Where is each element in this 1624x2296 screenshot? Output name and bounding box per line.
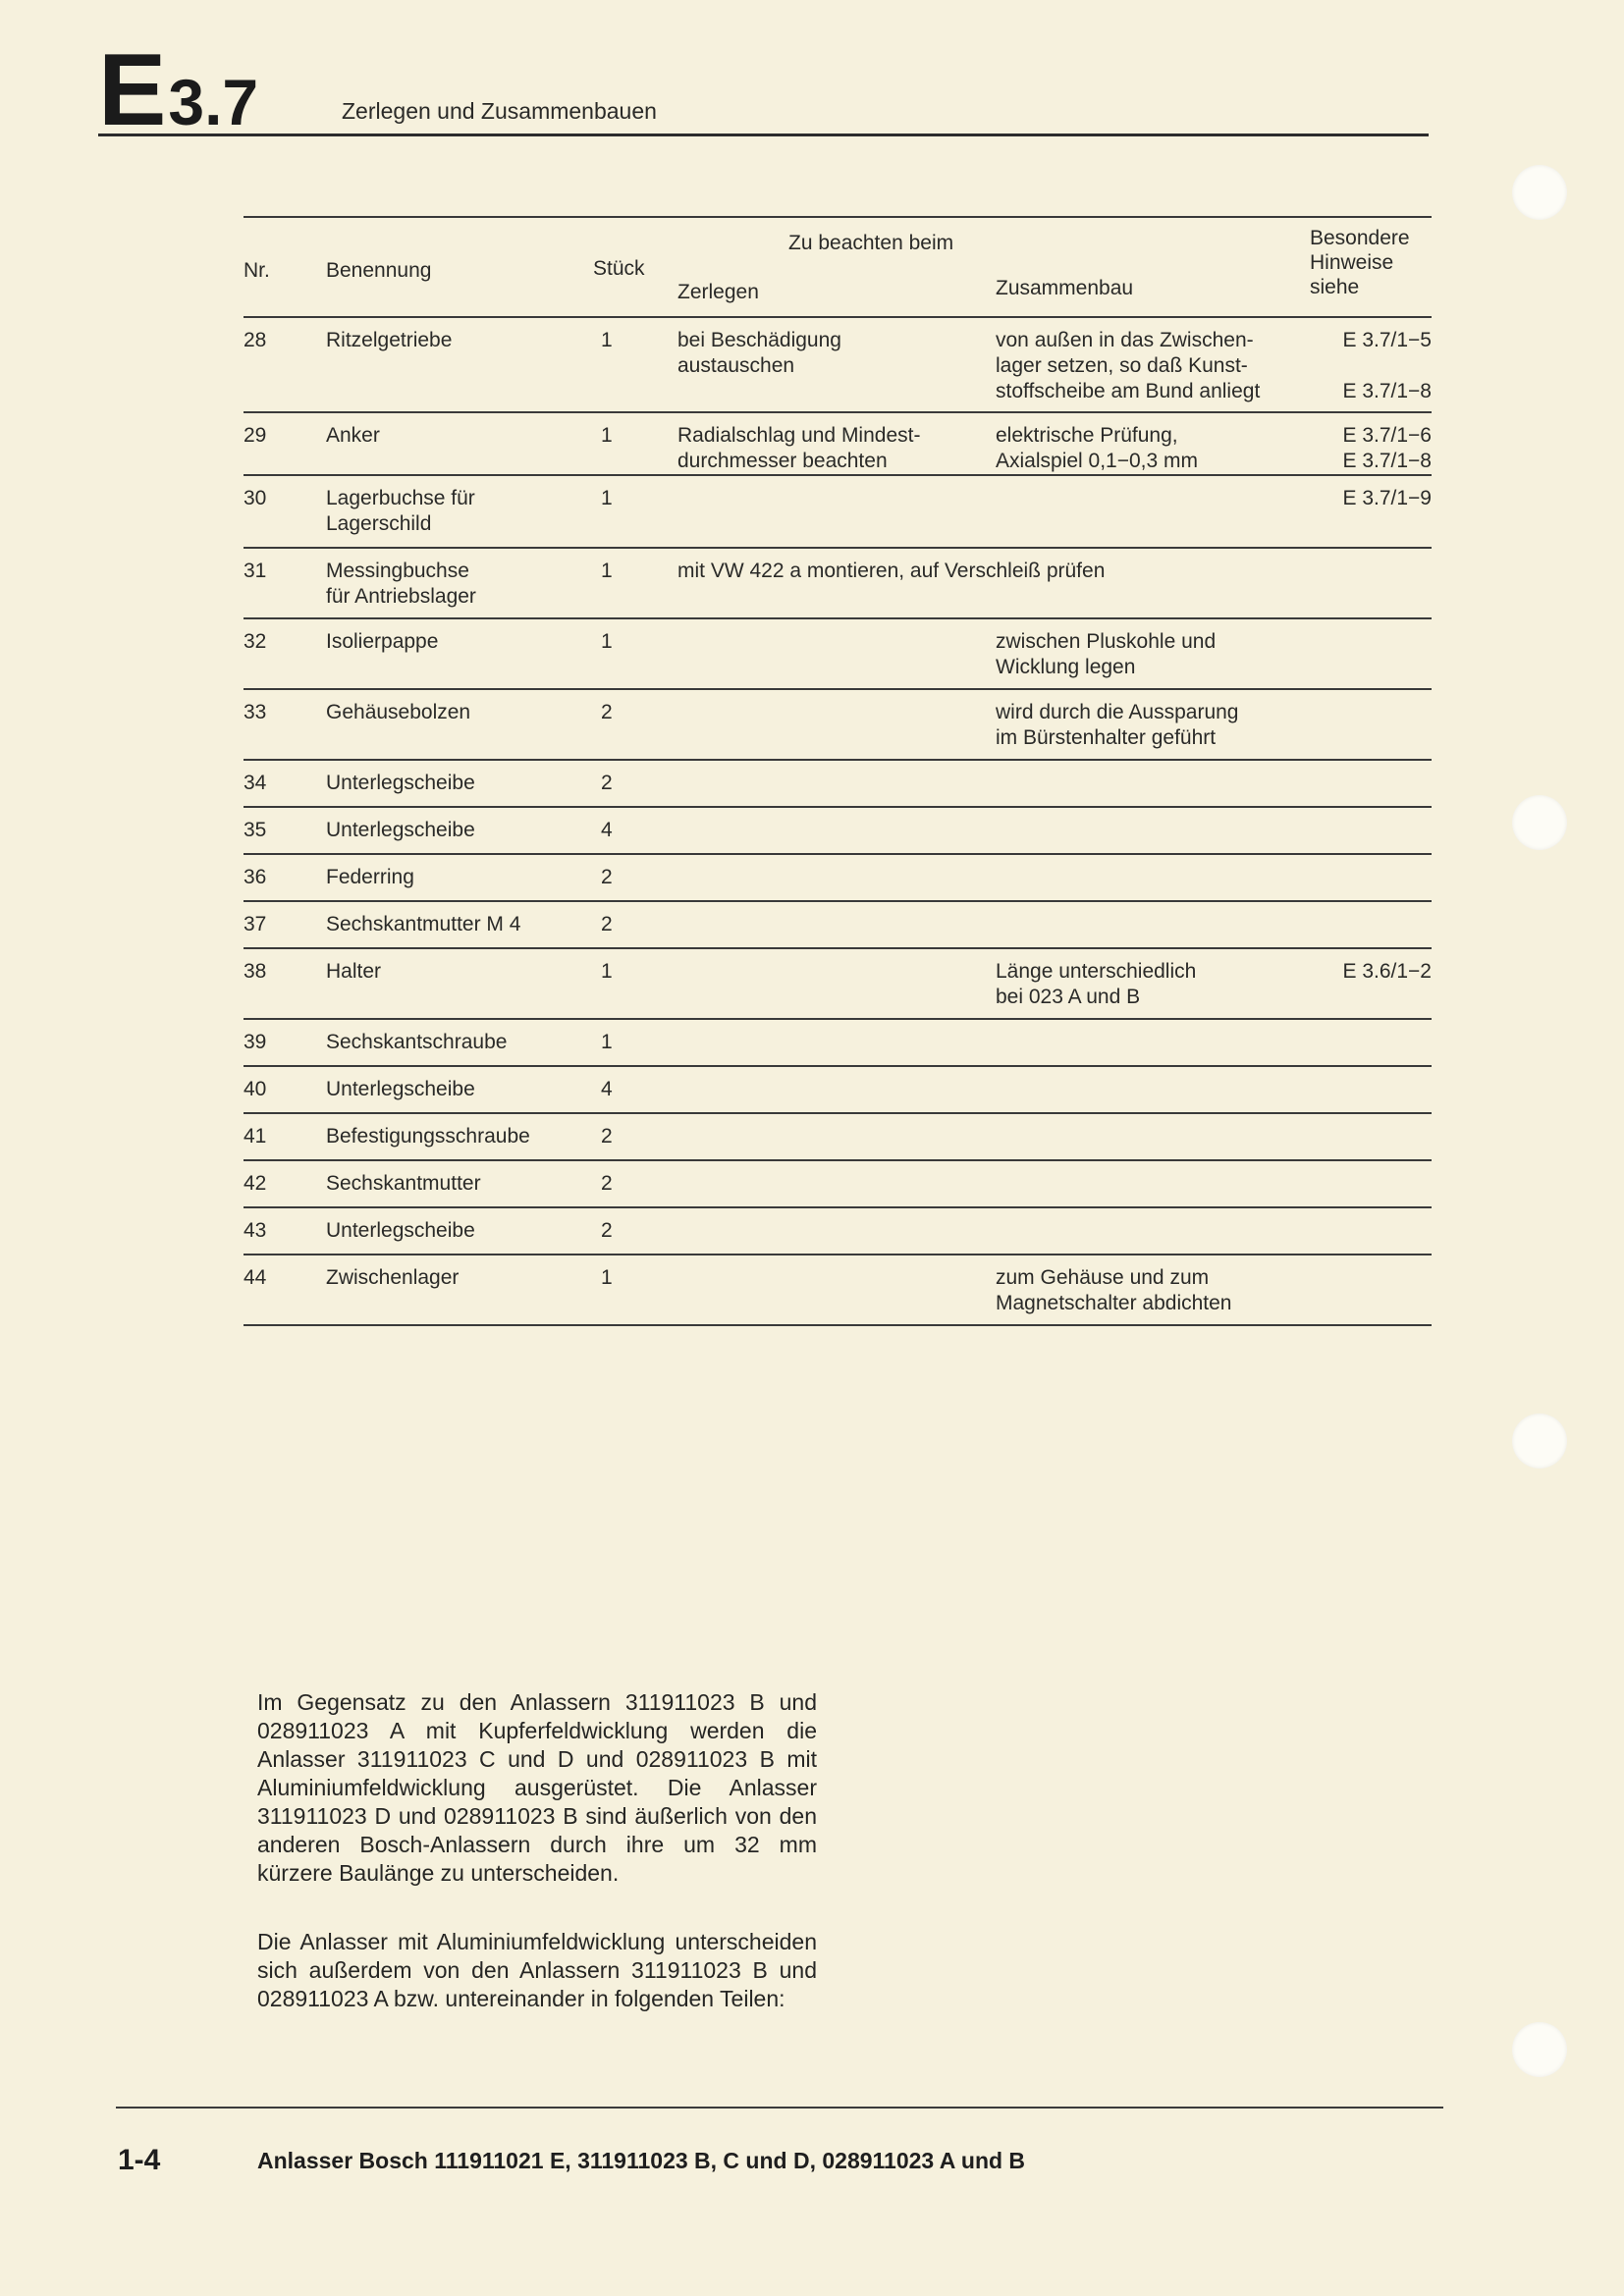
table-row	[244, 1020, 1432, 1067]
cell-benennung: Zwischenlager	[326, 1266, 460, 1289]
cell-hinweise	[1310, 423, 1432, 474]
cell-stueck: 1	[601, 424, 613, 447]
header-nr: Nr.	[244, 259, 270, 282]
table-row	[244, 1114, 1432, 1161]
cell-zusammenbau: Länge unterschiedlich bei 023 A und B	[996, 960, 1197, 1008]
footer-divider	[116, 2107, 1443, 2109]
cell-nr: 38	[244, 960, 267, 983]
table-row	[244, 1161, 1432, 1208]
cell-benennung: Sechskantmutter	[326, 1172, 481, 1195]
cell-stueck: 1	[601, 1031, 613, 1053]
table-row	[244, 1208, 1432, 1255]
cell-nr: 30	[244, 487, 267, 509]
cell-benennung: Federring	[326, 866, 414, 888]
cell-hinweise	[1310, 959, 1432, 985]
cell-benennung: Anker	[326, 424, 380, 447]
cell-zusammenbau: wird durch die Aussparung im Bürstenhalter geführt	[996, 701, 1239, 749]
footer-title: Anlasser Bosch 111911021 E, 311911023 B, C und D, 028911023 A und B	[257, 2148, 1026, 2173]
page-number: 1-4	[118, 2144, 161, 2176]
cell-stueck: 1	[601, 329, 613, 351]
cell-stueck: 2	[601, 913, 613, 935]
cell-stueck: 2	[601, 1172, 613, 1195]
cell-stueck: 1	[601, 630, 613, 653]
cell-nr: 29	[244, 424, 267, 447]
cell-nr: 41	[244, 1125, 267, 1148]
table-row	[244, 1067, 1432, 1114]
cell-stueck: 4	[601, 1078, 613, 1100]
cell-nr: 28	[244, 329, 267, 351]
table-row	[244, 761, 1432, 808]
table-row	[244, 1255, 1432, 1326]
cell-benennung: Sechskantschraube	[326, 1031, 508, 1053]
cell-benennung: Halter	[326, 960, 382, 983]
hinweis-ref: E 3.7/1−6	[1342, 424, 1432, 447]
table-row	[244, 690, 1432, 761]
cell-hinweise	[1310, 486, 1432, 511]
table-header	[244, 218, 1432, 316]
cell-nr: 37	[244, 913, 267, 935]
paragraph: Die Anlasser mit Aluminiumfeldwicklung unterscheiden sich außerdem von den Anlassern 311911023 B und 028911023 A bzw. untereinander in folgenden Teilen:	[257, 1929, 817, 2011]
cell-nr: 40	[244, 1078, 267, 1100]
header-stueck: Stück	[593, 257, 645, 280]
cell-benennung: Unterlegscheibe	[326, 772, 475, 794]
hinweis-ref: E 3.7/1−5	[1342, 329, 1432, 351]
table-body	[244, 318, 1432, 1326]
cell-nr: 32	[244, 630, 267, 653]
cell-nr: 36	[244, 866, 267, 888]
cell-nr: 35	[244, 819, 267, 841]
cell-nr: 34	[244, 772, 267, 794]
cell-benennung: Unterlegscheibe	[326, 1219, 475, 1242]
cell-stueck: 1	[601, 960, 613, 983]
cell-benennung: Unterlegscheibe	[326, 819, 475, 841]
cell-nr: 33	[244, 701, 267, 723]
cell-zerlegen: mit VW 422 a montieren, auf Verschleiß prüfen	[677, 560, 1106, 582]
page-title: Zerlegen und Zusammenbauen	[342, 98, 657, 124]
cell-zerlegen: Radialschlag und Mindest- durchmesser beachten	[677, 424, 921, 472]
table-row	[244, 413, 1432, 476]
table-row	[244, 855, 1432, 902]
cell-benennung: Messingbuchse für Antriebslager	[326, 560, 476, 608]
hinweis-ref: E 3.6/1−2	[1342, 960, 1432, 983]
section-code	[98, 33, 259, 147]
cell-stueck: 2	[601, 772, 613, 794]
punch-hole	[1512, 795, 1567, 850]
cell-hinweise	[1310, 328, 1432, 404]
cell-benennung: Befestigungsschraube	[326, 1125, 530, 1148]
cell-stueck: 2	[601, 701, 613, 723]
paragraph: Im Gegensatz zu den Anlassern 311911023 B und 028911023 A mit Kupferfeldwicklung werden die Anlasser 311911023 C und D und 028911023 B mit Aluminiumfeldwicklung ausgerüstet. Die Anlasser 311911023 D und 028911023 B sind äußerlich von den anderen Bosch-Anlassern durch ihre um 32 mm kürzere Baulänge zu unterscheiden.	[257, 1689, 817, 1886]
cell-stueck: 2	[601, 1219, 613, 1242]
table-row	[244, 318, 1432, 413]
table-row	[244, 902, 1432, 949]
punch-hole	[1512, 2022, 1567, 2077]
cell-nr: 42	[244, 1172, 267, 1195]
cell-stueck: 2	[601, 1125, 613, 1148]
cell-zusammenbau: elektrische Prüfung, Axialspiel 0,1−0,3 mm	[996, 424, 1199, 472]
punch-hole	[1512, 165, 1567, 220]
hinweis-ref: E 3.7/1−9	[1342, 487, 1432, 509]
hinweis-ref: E 3.7/1−8	[1342, 450, 1432, 472]
cell-benennung: Unterlegscheibe	[326, 1078, 475, 1100]
table-row	[244, 619, 1432, 690]
cell-nr: 31	[244, 560, 267, 582]
cell-nr: 43	[244, 1219, 267, 1242]
cell-zusammenbau: zwischen Pluskohle und Wicklung legen	[996, 630, 1217, 678]
header-zerlegen: Zerlegen	[677, 281, 759, 303]
cell-zusammenbau: von außen in das Zwischen- lager setzen, so daß Kunst- stoffscheibe am Bund anliegt	[996, 329, 1261, 402]
header-divider	[98, 133, 1429, 136]
header-zusammenbau: Zusammenbau	[996, 277, 1134, 299]
cell-benennung: Sechskantmutter M 4	[326, 913, 521, 935]
header-benennung: Benennung	[326, 259, 432, 282]
header-hinweise: Besondere Hinweise siehe	[1310, 227, 1410, 298]
cell-benennung: Lagerbuchse für Lagerschild	[326, 487, 475, 535]
section-letter: E	[98, 33, 165, 147]
table-row	[244, 808, 1432, 855]
punch-hole	[1512, 1414, 1567, 1468]
cell-benennung: Isolierpappe	[326, 630, 439, 653]
header-zu-beachten: Zu beachten beim	[788, 232, 954, 254]
cell-stueck: 2	[601, 866, 613, 888]
cell-benennung: Ritzelgetriebe	[326, 329, 453, 351]
cell-benennung: Gehäusebolzen	[326, 701, 471, 723]
cell-zerlegen: bei Beschädigung austauschen	[677, 329, 841, 377]
parts-table	[244, 216, 1432, 1326]
cell-stueck: 1	[601, 1266, 613, 1289]
hinweis-ref: E 3.7/1−8	[1342, 380, 1432, 402]
cell-nr: 44	[244, 1266, 267, 1289]
cell-nr: 39	[244, 1031, 267, 1053]
table-row	[244, 949, 1432, 1020]
section-number: 3.7	[168, 66, 259, 138]
table-row	[244, 549, 1432, 619]
cell-stueck: 4	[601, 819, 613, 841]
hinweis-ref	[1310, 353, 1432, 379]
cell-stueck: 1	[601, 487, 613, 509]
table-row	[244, 476, 1432, 549]
cell-stueck: 1	[601, 560, 613, 582]
cell-zusammenbau: zum Gehäuse und zum Magnetschalter abdichten	[996, 1266, 1232, 1314]
